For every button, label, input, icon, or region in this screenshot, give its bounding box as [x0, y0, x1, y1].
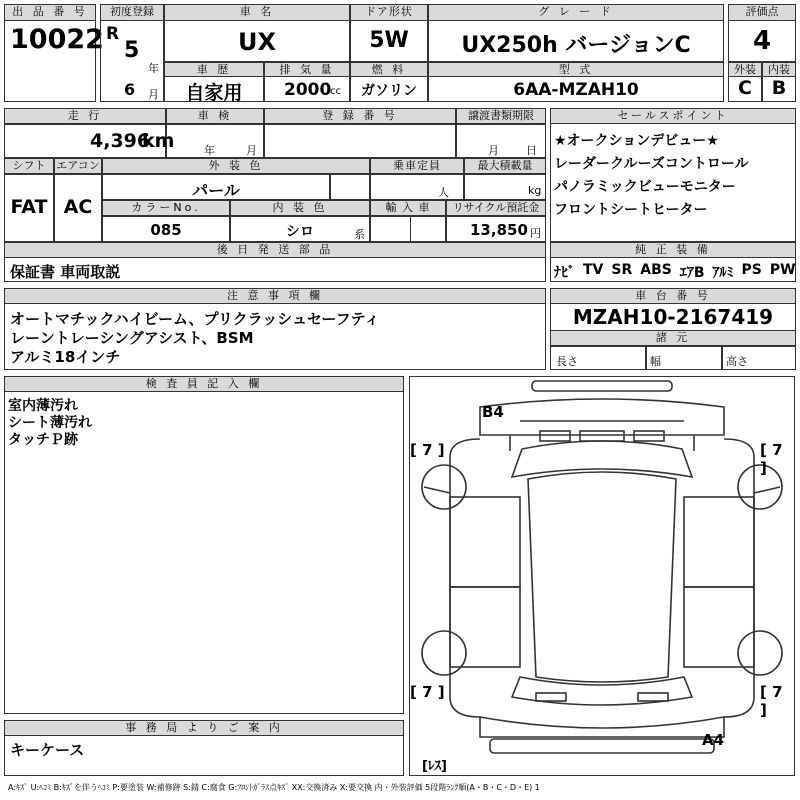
legend: A:ｷｽﾞ U:ﾍｺﾐ B:ｷｽﾞを伴うﾍｺﾐ P:要塗装 W:補修跡 S:錆 C:腐食 G:ﾌﾛﾝﾄｶﾞﾗｽ点ｷｽﾞ XX:交換済み X:要交換 内・外装評価 5段階ﾗﾝｸ順(A・B・C・D・E) 1 — [8, 783, 540, 792]
interior-color-label: 内 装 色 — [230, 200, 370, 216]
color-number-label: カラーNo. — [102, 200, 230, 216]
recycle-fee-unit: 円 — [530, 227, 541, 240]
grade-label: グ レ ー ド — [428, 4, 724, 21]
exterior-color-label: 外 装 色 — [102, 158, 370, 174]
tire-front-right: [ 7 ] — [760, 441, 783, 477]
exterior-color: パール — [192, 181, 240, 200]
office-label: 事 務 局 よ り ご 案 内 — [4, 720, 404, 736]
equipment-label: 純 正 装 備 — [550, 242, 796, 258]
era: R — [106, 24, 120, 44]
equipment-item: ABS — [640, 262, 672, 278]
lot-number: 10022 — [10, 24, 104, 55]
month-unit: 月 — [148, 88, 159, 101]
car-name: UX — [238, 28, 276, 56]
capacity-label: 乗車定員 — [370, 158, 464, 174]
transfer-deadline-label: 譲渡書類期限 — [456, 108, 546, 124]
aircon: AC — [63, 196, 93, 218]
recycle-fee-label: リサイクル預託金 — [446, 200, 546, 216]
inspector-line: シート薄汚れ — [8, 415, 92, 431]
fuel: ガソリン — [361, 83, 417, 99]
model-code: 6AA-MZAH10 — [513, 80, 639, 100]
displacement-label: 排 気 量 — [264, 62, 350, 77]
equipment-item: PW — [769, 262, 796, 278]
score: 4 — [752, 26, 772, 56]
sales-points-label: セールスポイント — [550, 108, 796, 124]
spec-width: 幅 — [650, 355, 661, 368]
rear-damage-mark: A4 — [702, 731, 725, 749]
equipment-item: ｴｱB — [679, 265, 705, 281]
lot-number-label: 出 品 番 号 — [4, 4, 96, 21]
sales-point: ★オークションデビュー★ — [554, 133, 719, 149]
score-label: 評価点 — [728, 4, 796, 21]
interior-rating: B — [771, 77, 787, 99]
max-load-unit: kg — [528, 184, 542, 197]
import-divider — [410, 216, 411, 242]
import-cell — [370, 216, 446, 242]
tire-front-left: [ 7 ] — [410, 441, 445, 459]
sales-point: フロントシートヒーター — [554, 202, 708, 218]
equipment-item: TV — [583, 262, 604, 278]
spec-height: 高さ — [726, 355, 748, 368]
interior-rating-label: 内装 — [762, 62, 796, 77]
spec-length: 長さ — [556, 355, 578, 368]
grade: UX250h バージョンC — [461, 33, 691, 58]
mileage: 4,396 — [90, 130, 151, 152]
year-unit: 年 — [148, 62, 159, 75]
transfer-month-unit: 月 — [488, 144, 499, 157]
equipment-list — [554, 262, 794, 282]
inspection-label: 車 検 — [166, 108, 264, 124]
inspector-line: 室内薄汚れ — [8, 398, 78, 414]
capacity-cell — [370, 174, 464, 200]
note-line: オートマチックハイビーム、プリクラッシュセーフティ — [10, 310, 380, 328]
recycle-fee: 13,850 — [470, 221, 528, 239]
sales-points-box — [550, 108, 796, 242]
shift: FAT — [10, 196, 48, 218]
import-label: 輸 入 車 — [370, 200, 446, 216]
equipment-item: PS — [741, 262, 762, 278]
spec-label: 諸 元 — [550, 330, 796, 346]
registration-number-label: 登 録 番 号 — [264, 108, 456, 124]
car-outline — [410, 377, 794, 775]
equipment-item: ﾅﾋﾞ — [554, 265, 575, 281]
door-label: ドア形状 — [350, 4, 428, 21]
sales-point: パノラミックビューモニター — [554, 179, 736, 195]
sales-point: レーダークルーズコントロール — [554, 156, 749, 172]
equipment-item: ｱﾙﾐ — [712, 265, 734, 281]
interior-color: シロ — [286, 224, 314, 240]
inspector-label: 検 査 員 記 入 欄 — [4, 376, 404, 392]
mileage-label: 走 行 — [4, 108, 166, 124]
chassis-label: 車 台 番 号 — [550, 288, 796, 304]
interior-color-suffix: 系 — [354, 228, 365, 241]
notes-label: 注 意 事 項 欄 — [4, 288, 546, 304]
tire-rear-left: [ 7 ] — [410, 683, 445, 701]
spare-tire: [ﾚｽ] — [422, 759, 447, 774]
chassis-number: MZAH10-2167419 — [572, 305, 774, 329]
tire-rear-right: [ 7 ] — [760, 683, 783, 719]
max-load-label: 最大積載量 — [464, 158, 546, 174]
history-label: 車 歴 — [164, 62, 264, 77]
mileage-unit: km — [142, 130, 175, 152]
transfer-day-unit: 日 — [526, 144, 537, 157]
displacement-unit: cc — [330, 86, 341, 97]
history: 自家用 — [185, 82, 243, 104]
exterior-rating-label: 外装 — [728, 62, 762, 77]
first-registration-year: 5 — [124, 38, 140, 63]
inspection-month-unit: 月 — [246, 144, 257, 157]
damage-diagram — [409, 376, 795, 776]
capacity-unit: 人 — [438, 186, 449, 199]
note-line: レーントレーシングアシスト、BSM — [10, 329, 254, 347]
post-parts: 保証書 車両取説 — [10, 263, 121, 281]
first-registration-month: 6 — [124, 80, 136, 99]
exterior-color-sub-cell — [330, 174, 370, 200]
door-type: 5W — [369, 28, 409, 53]
note-line: アルミ18インチ — [10, 348, 121, 366]
post-parts-label: 後 日 発 送 部 品 — [4, 242, 546, 258]
equipment-item: SR — [611, 262, 633, 278]
model-code-label: 型 式 — [428, 62, 724, 77]
office-text: キーケース — [10, 741, 85, 759]
inspection-year-unit: 年 — [204, 144, 215, 157]
shift-label: シフト — [4, 158, 54, 174]
displacement: 2000 — [284, 80, 332, 100]
color-number: 085 — [150, 221, 182, 239]
exterior-rating: C — [738, 77, 752, 99]
aircon-label: エアコン — [54, 158, 102, 174]
fuel-label: 燃 料 — [350, 62, 428, 77]
car-name-label: 車 名 — [164, 4, 350, 21]
front-damage-mark: B4 — [482, 403, 504, 421]
first-registration-label: 初度登録 — [100, 4, 164, 21]
registration-number-cell — [264, 124, 456, 158]
inspector-line: タッチＰ跡 — [8, 432, 78, 448]
